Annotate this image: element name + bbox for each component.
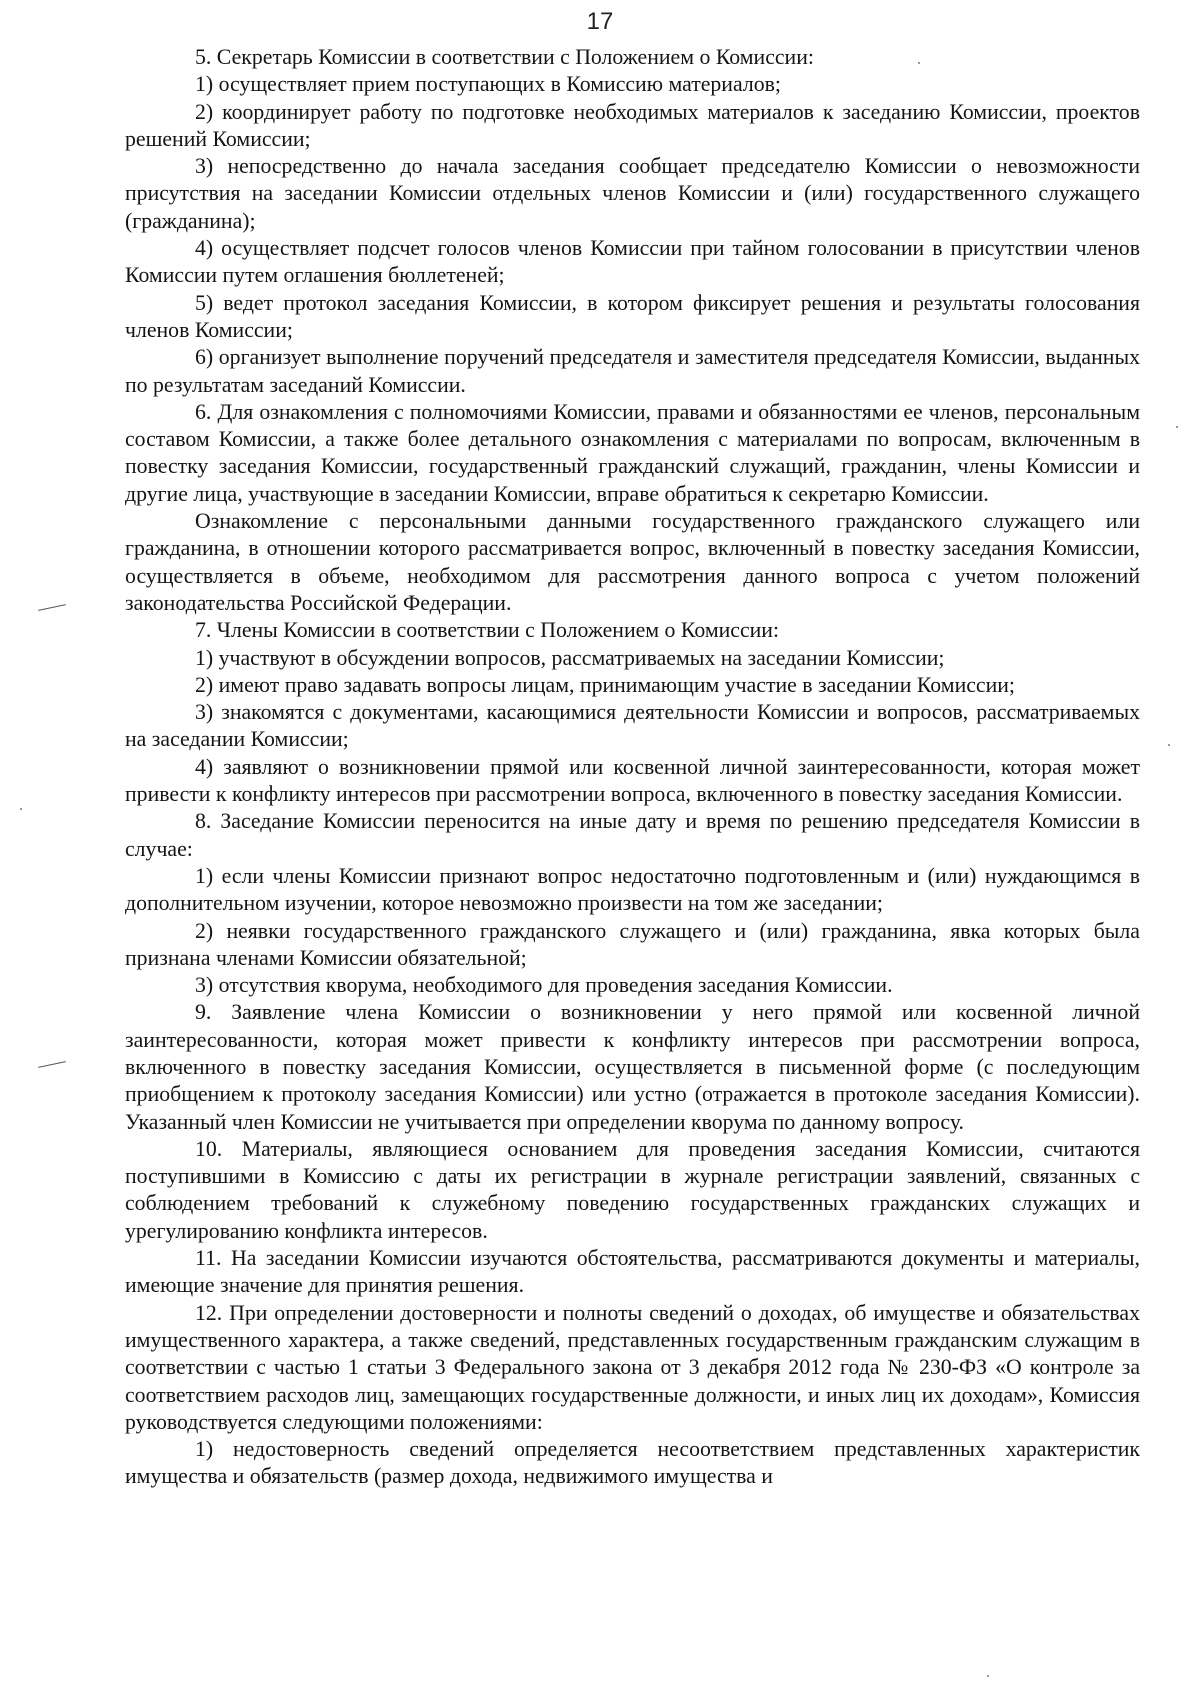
sub-item: 1) недостоверность сведений определяется несоответствием представленных характеристик имущества и обязательств (размер дохода, недвижимого имущества и xyxy=(125,1437,1140,1489)
sub-item: 4) осуществляет подсчет голосов членов Комиссии при тайном голосовании в присутствии членов Комиссии путем оглашения бюллетеней; xyxy=(125,236,1140,288)
scan-speck xyxy=(20,808,22,810)
sub-item: 1) участвуют в обсуждении вопросов, рассматриваемых на заседании Комиссии; xyxy=(195,645,945,670)
page-number: 17 xyxy=(586,8,614,35)
sub-item: 4) заявляют о возникновении прямой или косвенной личной заинтересованности, которая может привести к конфликту интересов при рассмотрении вопроса, включенного в повестку заседания Комиссии. xyxy=(125,754,1140,807)
sub-item: 2) координирует работу по подготовке необходимых материалов к заседанию Комиссии, проектов решений Комиссии; xyxy=(125,99,1140,151)
sub-item: 3) отсутствия кворума, необходимого для проведения заседания Комиссии. xyxy=(195,973,893,998)
sub-item: 6) организует выполнение поручений председателя и заместителя председателя Комиссии, выданных по результатам заседаний Комиссии. xyxy=(125,345,1140,397)
sub-item: 3) непосредственно до начала заседания сообщает председателю Комиссии о невозможности присутствия на заседании Комиссии отдельных членов Комиссии и (или) государственного служащего (гражданина); xyxy=(125,154,1140,233)
sub-item: 2) неявки государственного гражданского служащего и (или) гражданина, явка которых была признана членами Комиссии обязательной; xyxy=(125,918,1140,970)
sub-item: 5) ведет протокол заседания Комиссии, в котором фиксирует решения и результаты голосования членов Комиссии; xyxy=(125,290,1140,342)
scan-speck xyxy=(918,62,920,64)
scan-speck xyxy=(1176,426,1178,428)
paragraph-item-7: 7. Члены Комиссии в соответствии с Положением о Комиссии: xyxy=(195,618,780,643)
paragraph-item-6: 6. Для ознакомления с полномочиями Комиссии, правами и обязанностями ее членов, персональным составом Комиссии, а также более детального ознакомления с материалами по вопросам, включенным в повестку заседания Комиссии, государственный гражданский служащий, гражданин, члены Комиссии и другие лица, участвующие в заседании Комиссии, вправе обратиться к секретарю Комиссии. xyxy=(125,399,1140,506)
document-body xyxy=(125,44,1140,1491)
sub-item: 1) если члены Комиссии признают вопрос недостаточно подготовленным и (или) нуждающимся в дополнительном изучении, которое невозможно произвести на том же заседании; xyxy=(125,863,1140,916)
scan-speck xyxy=(987,1675,989,1677)
paragraph-item-12: 12. При определении достоверности и полноты сведений о доходах, об имуществе и обязательствах имущественного характера, а также сведений, представленных государственным гражданским служащим в соответствии с частью 1 статьи 3 Федерального закона от 3 декабря 2012 года № 230-ФЗ «О контроле за соответствием расходов лиц, замещающих государственные должности, и иных лиц их доходам», Комиссия руководствуется следующими положениями: xyxy=(125,1300,1140,1434)
paragraph-item-5: 5. Секретарь Комиссии в соответствии с Положением о Комиссии: xyxy=(195,45,814,69)
sub-item: 3) знакомятся с документами, касающимися деятельности Комиссии и вопросов, рассматриваемых на заседании Комиссии; xyxy=(125,700,1140,752)
scan-mark xyxy=(38,1061,66,1068)
paragraph-item-10: 10. Материалы, являющиеся основанием для проведения заседания Комиссии, считаются поступившими в Комиссию с даты их регистрации в журнале регистрации заявлений, связанных с соблюдением требований к служебному поведению государственных гражданских служащих и урегулированию конфликта интересов. xyxy=(125,1136,1140,1243)
sub-item: 1) осуществляет прием поступающих в Комиссию материалов; xyxy=(195,72,781,97)
scan-mark xyxy=(38,604,66,611)
sub-item: 2) имеют право задавать вопросы лицам, принимающим участие в заседании Комиссии; xyxy=(195,672,1015,697)
paragraph-item-8: 8. Заседание Комиссии переносится на иные дату и время по решению председателя Комиссии в случае: xyxy=(125,809,1140,861)
paragraph-item-11: 11. На заседании Комиссии изучаются обстоятельства, рассматриваются документы и материалы, имеющие значение для принятия решения. xyxy=(125,1246,1140,1298)
paragraph-item-9: 9. Заявление члена Комиссии о возникновении у него прямой или косвенной личной заинтересованности, которая может привести к конфликту интересов при рассмотрении вопроса, включенного в повестку заседания Комиссии, осуществляется в письменной форме (с последующим приобщением к протоколу заседания Комиссии) или устно (отражается в протоколе заседания Комиссии). Указанный член Комиссии не учитывается при определении кворума по данному вопросу. xyxy=(125,1000,1140,1134)
scan-speck xyxy=(1168,744,1170,746)
paragraph: Ознакомление с персональными данными государственного гражданского служащего или гражданина, в отношении которого рассматривается вопрос, включенный в повестку заседания Комиссии, осуществляется в объеме, необходимом для рассмотрения данного вопроса с учетом положений законодательства Российской Федерации. xyxy=(125,509,1140,615)
